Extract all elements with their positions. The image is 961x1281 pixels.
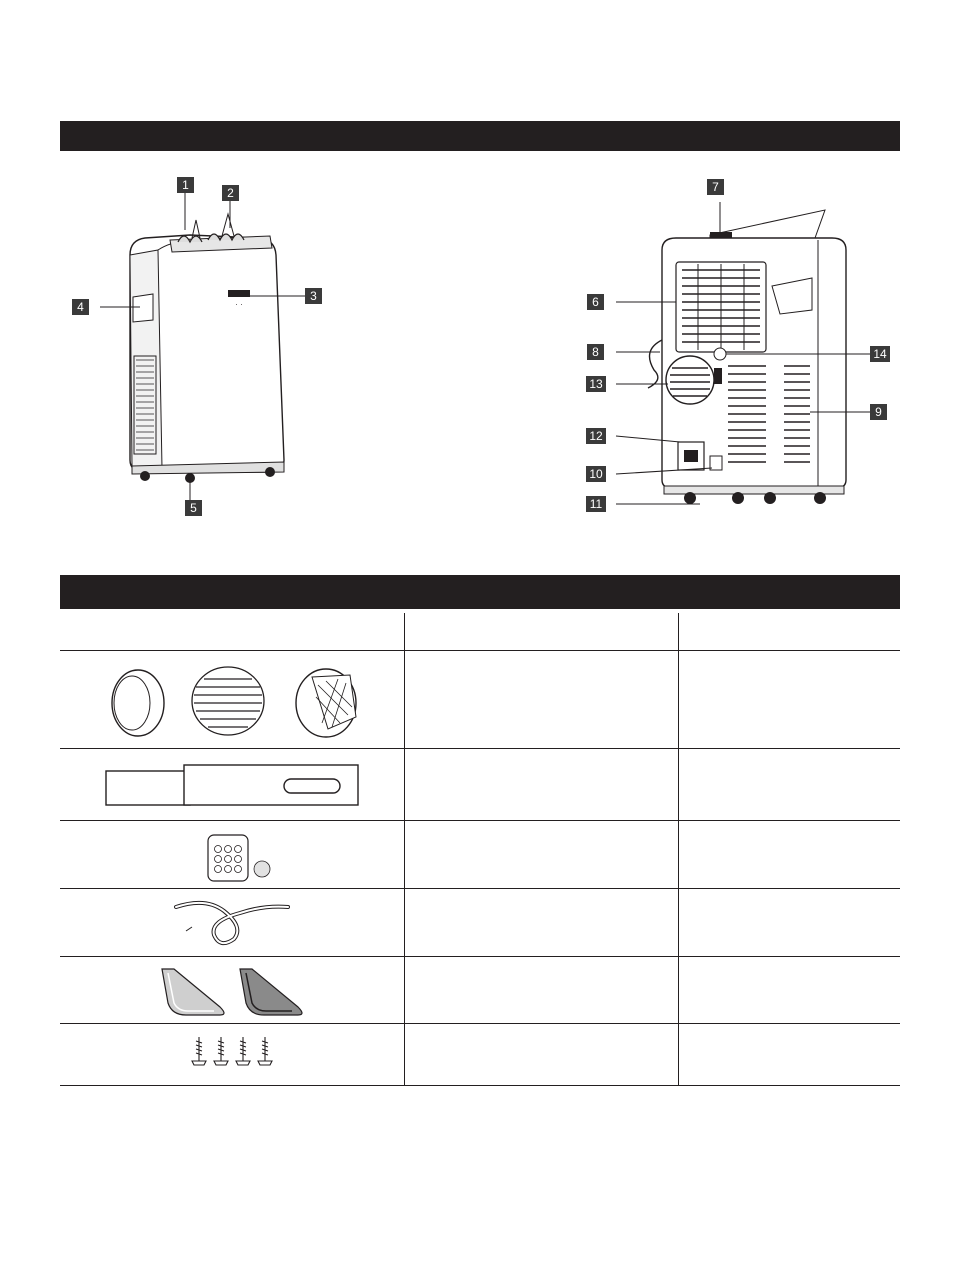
callout-1: 1 xyxy=(177,177,194,193)
front-view-illustration xyxy=(100,180,340,520)
column-divider xyxy=(404,613,405,1086)
callout-7: 7 xyxy=(707,179,724,195)
column-divider xyxy=(678,613,679,1086)
row-divider xyxy=(60,1023,900,1024)
row-divider xyxy=(60,956,900,957)
callout-6: 6 xyxy=(587,294,604,310)
table-row-remote-control xyxy=(200,831,280,883)
table-row-window-adapter xyxy=(100,657,380,743)
table-row-foam-seals xyxy=(154,963,324,1019)
callout-8: 8 xyxy=(587,344,604,360)
remote-control-illustration xyxy=(200,831,280,883)
callout-12: 12 xyxy=(586,428,606,444)
window-adapter-hose-illustration xyxy=(100,657,380,743)
callout-5: 5 xyxy=(185,500,202,516)
table-row-screws xyxy=(188,1033,278,1073)
foam-seals-illustration xyxy=(154,963,324,1019)
row-divider xyxy=(60,748,900,749)
callout-4: 4 xyxy=(72,299,89,315)
callout-14: 14 xyxy=(870,346,890,362)
table-row-drain-hose xyxy=(160,895,300,953)
section-header-bar-accessories xyxy=(60,575,900,609)
callout-9: 9 xyxy=(870,404,887,420)
row-divider xyxy=(60,650,900,651)
screws-illustration xyxy=(188,1033,278,1073)
window-slider-illustration xyxy=(100,757,380,813)
table-row-window-slider xyxy=(100,757,380,813)
row-divider xyxy=(60,820,900,821)
section-header-bar-parts xyxy=(60,121,900,151)
callout-11: 11 xyxy=(586,496,606,512)
svg-text:· ·: · · xyxy=(235,300,243,309)
drain-hose-illustration xyxy=(160,895,300,953)
callout-3: 3 xyxy=(305,288,322,304)
row-divider xyxy=(60,888,900,889)
callout-13: 13 xyxy=(586,376,606,392)
row-divider xyxy=(60,1085,900,1086)
accessories-table xyxy=(60,613,900,1086)
callout-2: 2 xyxy=(222,185,239,201)
rear-view-illustration xyxy=(600,180,900,520)
callout-10: 10 xyxy=(586,466,606,482)
